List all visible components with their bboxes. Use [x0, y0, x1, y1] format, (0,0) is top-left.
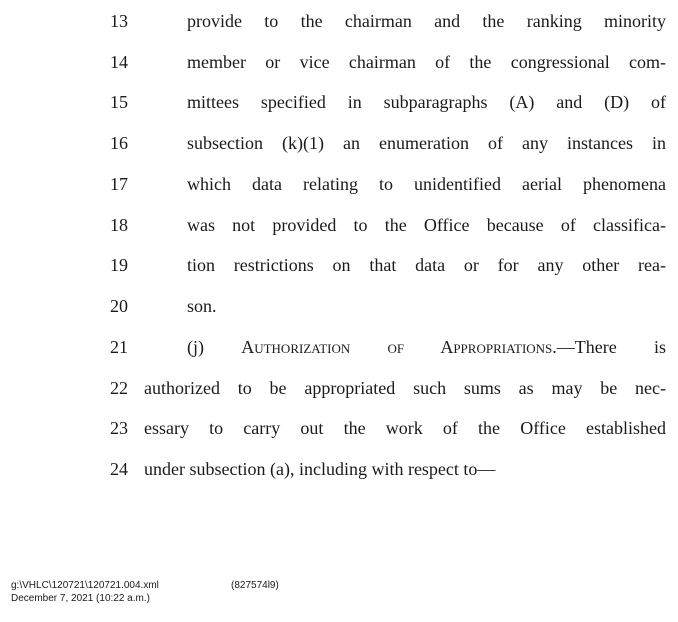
subsection-heading-line [187, 332, 666, 362]
subsection-heading: Authorization of Appropriations. [241, 337, 557, 357]
line-text: mittees specified in subparagraphs (A) and (D) of [187, 92, 666, 112]
line-number: 16 [110, 133, 128, 153]
bill-line-24 [0, 454, 678, 484]
bill-line-14 [0, 47, 678, 77]
line-number: 20 [110, 296, 128, 316]
bill-line-17 [0, 169, 678, 199]
line-text: member or vice chairman of the congressional com- [187, 52, 666, 72]
line-number: 17 [110, 174, 128, 194]
line-number: 19 [110, 255, 128, 275]
line-text: authorized to be appropriated such sums as may be nec- [144, 378, 666, 398]
bill-line-21 [0, 332, 678, 362]
bill-line-13 [0, 6, 678, 36]
line-number: 24 [110, 459, 128, 479]
bill-line-20 [0, 291, 678, 321]
bill-line-18 [0, 210, 678, 240]
line-text: essary to carry out the work of the Office established [144, 418, 666, 438]
line-number: 22 [110, 378, 128, 398]
line-text: tion restrictions on that data or for any other rea- [187, 255, 666, 275]
line-number: 23 [110, 418, 128, 438]
line-text: —There is [556, 337, 666, 357]
line-text: subsection (k)(1) an enumeration of any instances in [187, 133, 666, 153]
line-text: provide to the chairman and the ranking minority [187, 11, 666, 31]
line-number: 21 [110, 337, 128, 357]
bill-line-16 [0, 128, 678, 158]
subsection-marker: (j) [187, 337, 204, 357]
line-text: which data relating to unidentified aerial phenomena [187, 174, 666, 194]
line-number: 13 [110, 11, 128, 31]
footer-path: g:\VHLC\120721\120721.004.xml [11, 580, 159, 591]
footer-date: December 7, 2021 (10:22 a.m.) [11, 593, 150, 604]
line-number: 15 [110, 92, 128, 112]
line-text: son. [187, 296, 217, 316]
footer-id: (827574l9) [231, 580, 279, 591]
line-number: 18 [110, 215, 128, 235]
bill-line-19 [0, 250, 678, 280]
line-number: 14 [110, 52, 128, 72]
bill-line-22 [0, 373, 678, 403]
line-text: was not provided to the Office because of classifica- [187, 215, 666, 235]
bill-line-23 [0, 413, 678, 443]
bill-line-15 [0, 87, 678, 117]
line-text: under subsection (a), including with respect to— [144, 459, 496, 479]
